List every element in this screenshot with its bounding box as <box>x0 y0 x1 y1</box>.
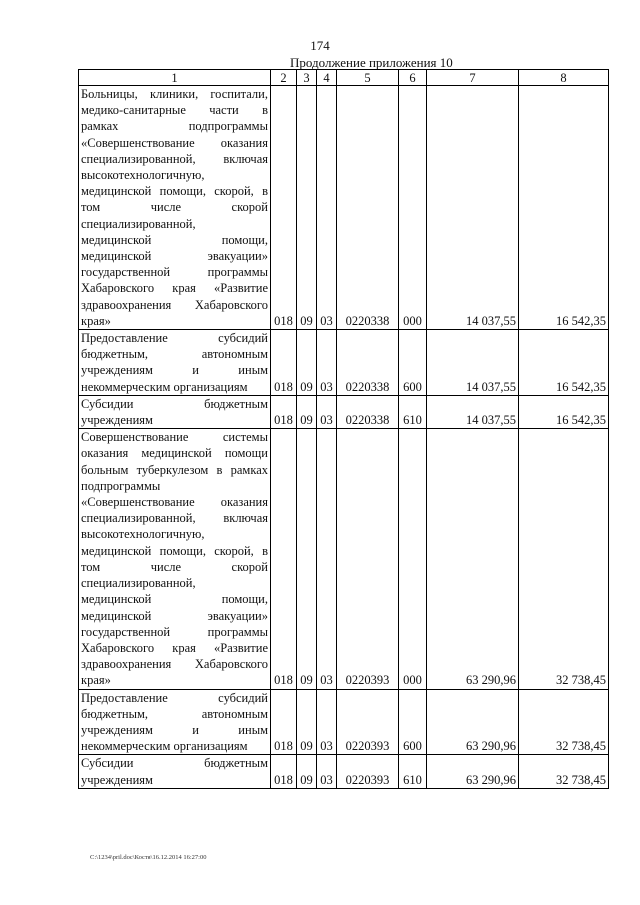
row-section-code: 09 <box>297 429 317 689</box>
row-sum-col8: 16 542,35 <box>519 395 609 428</box>
table-row <box>79 86 609 330</box>
header-cell-1: 1 <box>79 70 271 86</box>
row-section-code: 09 <box>297 330 317 396</box>
header-cell-4: 4 <box>317 70 337 86</box>
header-row <box>79 70 609 86</box>
row-sum-col7: 14 037,55 <box>427 395 519 428</box>
row-sum-col8: 16 542,35 <box>519 330 609 396</box>
page-number: 174 <box>310 38 330 53</box>
row-expense-type-code: 610 <box>399 755 427 788</box>
row-sum-col7: 63 290,96 <box>427 689 519 755</box>
row-ministry-code: 018 <box>271 395 297 428</box>
row-section-code: 09 <box>297 689 317 755</box>
row-subsection-code: 03 <box>317 429 337 689</box>
row-name: Совершенствование системы оказания медицинской помощи больным туберкулезом в рамках подпрограммы «Совершенствование оказания специализированной, включая высокотехнологичную, медицинской помощи, скорой, в том числе скорой специализированной, медицинской помощи, медицинской эвакуации» государственной программы Хабаровского края «Развитие здравоохранения Хабаровского края» <box>79 429 271 689</box>
row-expense-type-code: 000 <box>399 86 427 330</box>
row-target-code: 0220393 <box>337 689 399 755</box>
row-sum-col8: 32 738,45 <box>519 689 609 755</box>
row-ministry-code: 018 <box>271 330 297 396</box>
row-expense-type-code: 610 <box>399 395 427 428</box>
row-target-code: 0220393 <box>337 429 399 689</box>
row-section-code: 09 <box>297 755 317 788</box>
row-subsection-code: 03 <box>317 86 337 330</box>
row-subsection-code: 03 <box>317 755 337 788</box>
row-section-code: 09 <box>297 86 317 330</box>
row-subsection-code: 03 <box>317 395 337 428</box>
row-sum-col7: 14 037,55 <box>427 330 519 396</box>
row-sum-col8: 32 738,45 <box>519 429 609 689</box>
table-row <box>79 395 609 428</box>
row-name: Субсидии бюджетным учреждениям <box>79 395 271 428</box>
row-subsection-code: 03 <box>317 689 337 755</box>
row-ministry-code: 018 <box>271 689 297 755</box>
row-name: Больницы, клиники, госпитали, медико-санитарные части в рамках подпрограммы «Совершенствование оказания специализированной, включая высокотехнологичную, медицинской помощи, скорой, в том числе скорой специализированной, медицинской помощи, медицинской эвакуации» государственной программы Хабаровского края «Развитие здравоохранения Хабаровского края» <box>79 86 271 330</box>
file-path-footer: С:\1234\pril.doc\Костя\16.12.2014 16:27:00 <box>90 854 207 861</box>
table-row <box>79 429 609 689</box>
table-row <box>79 689 609 755</box>
table-row <box>79 330 609 396</box>
table-row <box>79 755 609 788</box>
row-expense-type-code: 600 <box>399 330 427 396</box>
row-sum-col8: 32 738,45 <box>519 755 609 788</box>
row-ministry-code: 018 <box>271 429 297 689</box>
header-cell-6: 6 <box>399 70 427 86</box>
row-subsection-code: 03 <box>317 330 337 396</box>
header-cell-7: 7 <box>427 70 519 86</box>
row-section-code: 09 <box>297 395 317 428</box>
header-cell-5: 5 <box>337 70 399 86</box>
row-expense-type-code: 600 <box>399 689 427 755</box>
row-name: Предоставление субсидий бюджетным, автономным учреждениям и иным некоммерческим организациям <box>79 689 271 755</box>
budget-table <box>78 69 609 789</box>
row-ministry-code: 018 <box>271 86 297 330</box>
row-expense-type-code: 000 <box>399 429 427 689</box>
row-target-code: 0220393 <box>337 755 399 788</box>
header-cell-2: 2 <box>271 70 297 86</box>
row-name: Субсидии бюджетным учреждениям <box>79 755 271 788</box>
header-cell-8: 8 <box>519 70 609 86</box>
continuation-title: Продолжение приложения 10 <box>290 55 453 70</box>
row-sum-col8: 16 542,35 <box>519 86 609 330</box>
row-target-code: 0220338 <box>337 395 399 428</box>
row-target-code: 0220338 <box>337 86 399 330</box>
row-ministry-code: 018 <box>271 755 297 788</box>
header-cell-3: 3 <box>297 70 317 86</box>
row-sum-col7: 14 037,55 <box>427 86 519 330</box>
row-sum-col7: 63 290,96 <box>427 429 519 689</box>
row-target-code: 0220338 <box>337 330 399 396</box>
row-name: Предоставление субсидий бюджетным, автономным учреждениям и иным некоммерческим организациям <box>79 330 271 396</box>
row-sum-col7: 63 290,96 <box>427 755 519 788</box>
